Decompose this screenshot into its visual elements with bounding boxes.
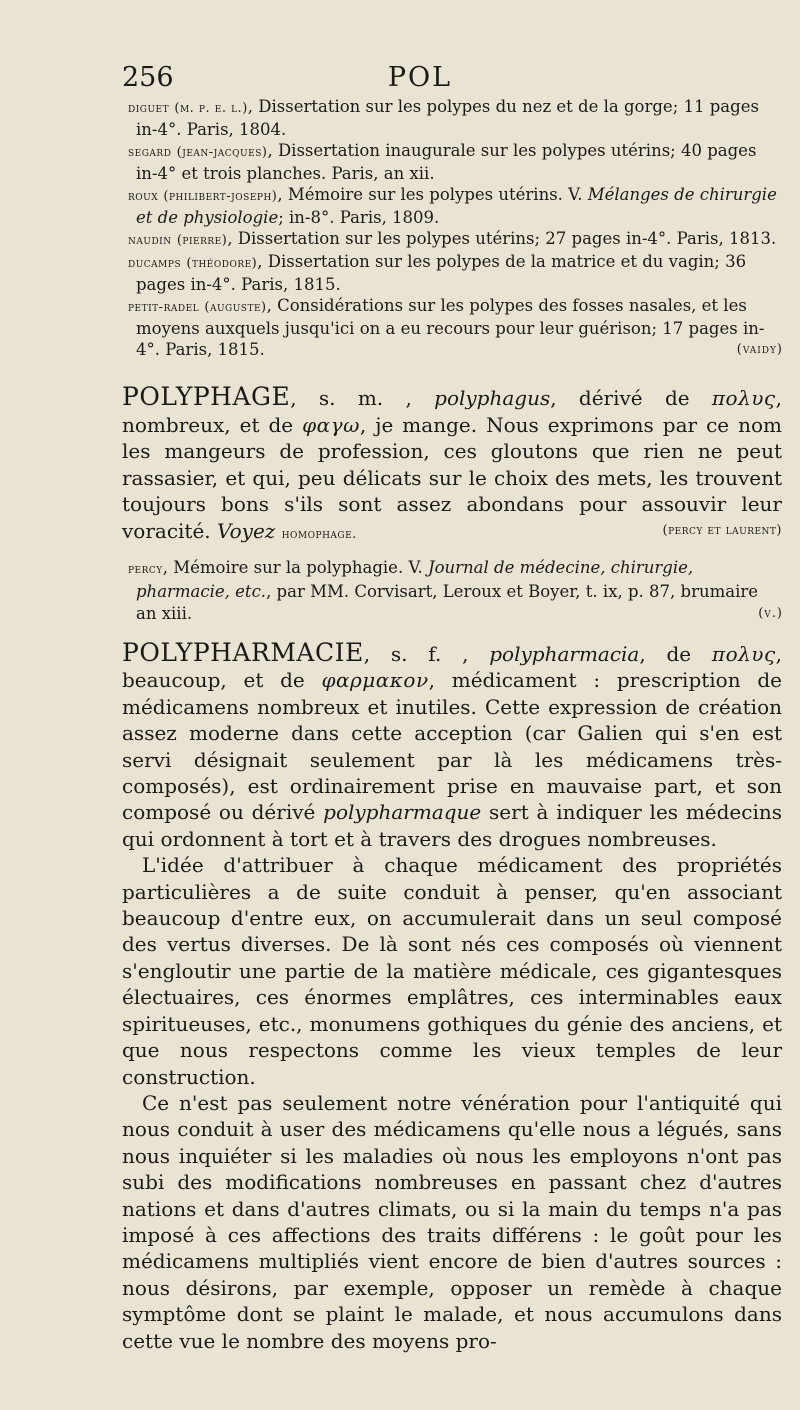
bib-entry: ducamps (théodore), Dissertation sur les polypes de la matrice et du vagin; 36 pages in-4°. Paris, 1815.	[128, 252, 747, 294]
greek-word: πολυς	[711, 386, 776, 410]
entry-polyphage	[122, 384, 782, 549]
greek-word: φαγω	[302, 412, 360, 437]
greek-word: φαρμακον	[321, 668, 429, 693]
headword: POLYPHARMACIE	[122, 638, 364, 667]
bib-entry: naudin (pierre), Dissertation sur les polypes utérins; 27 pages in-4°. Paris, 1813.	[128, 229, 777, 248]
headword: POLYPHAGE	[122, 382, 291, 411]
entry-body: POLYPHARMACIE, s. f. , polypharmacia, de πολυς, beaucoup, et de φαρμακον, médicament : prescription de médicamens nombreux et inutiles. Cette expression de création assez moderne dans cette acception (car Galien qui s'en est servi désignait seulement par là les médicamens très-composés), est ordinairement prise en mauvaise part, et son composé ou dérivé polypharmaque sert à indiquer les médecins qui ordonnent à tort et à travers des drogues nombreuses.	[122, 638, 783, 851]
bib-entry: roux (philibert-joseph), Mémoire sur les polypes utérins. V. Mélanges de chirurgie et de physiologie; in-8°. Paris, 1809.	[128, 185, 777, 227]
signature: (vaidy)	[736, 342, 783, 357]
bibliography-polypes	[128, 96, 783, 360]
signature: (v.)	[758, 606, 783, 621]
paragraph: L'idée d'attribuer à chaque médicament des propriétés particulières a de suite conduit à penser, qu'en associant beaucoup d'entre eux, on accumulerait dans un seul composé des vertus diverses. De là sont nés ces composés où viennent s'engloutir une partie de la matière médicale, ces gigantesques électuaires, ces énormes emplâtres, ces interminables eaux spiritueuses, etc., monumens gothiques du génie des anciens, et que nous respectons comme les vieux temples de leur construction.	[122, 853, 782, 1089]
bibliography-polyphagie	[128, 557, 783, 625]
cross-reference: homophage.	[281, 526, 357, 542]
page-number: 256	[122, 62, 174, 93]
bib-entry: segard (jean-jacques), Dissertation inaugurale sur les polypes utérins; 40 pages in-4° et trois planches. Paris, an xii.	[128, 141, 757, 183]
entry-polypharmacie	[122, 640, 782, 1354]
entry-body: POLYPHAGE, s. m. , polyphagus, dérivé de πολυς, nombreux, et de φαγω, je mange. Nous exprimons par ce nom les mangeurs de profession, ces gloutons que rien ne peut rassasier, et qui, peu délicats sur le choix des mets, les trouvent toujours bons s'ils sont assez abondans pour assouvir leur voracité. Voyez homophage. (percy et laurent)	[122, 382, 782, 543]
bib-entry: percy, Mémoire sur la polyphagie. V. Journal de médecine, chirurgie, pharmacie, etc., par MM. Corvisart, Leroux et Boyer, t. ix, p. 87, brumaire an xiii. (v.)	[128, 558, 783, 623]
signature: (percy et laurent)	[662, 522, 782, 538]
bib-entry: diguet (m. p. e. l.), Dissertation sur les polypes du nez et de la gorge; 11 pages in-4°. Paris, 1804.	[128, 97, 759, 139]
greek-word: πολυς	[711, 642, 776, 666]
paragraph: Ce n'est pas seulement notre vénération pour l'antiquité qui nous conduit à user des médicamens qu'elle nous a légués, sans nous inquiéter si les maladies où nous les employons n'ont pas subi des modifications nombreuses en passant chez d'autres nations et dans d'autres climats, ou si la main du temps n'a pas imposé à ces affections des traits différens : le goût pour les médicamens multipliés vient encore de bien d'autres sources : nous désirons, par exemple, opposer un remède à chaque symptôme dont se plaint le malade, et nous accumulons dans cette vue le nombre des moyens pro-	[122, 1090, 782, 1353]
bib-entry: petit-radel (auguste), Considérations sur les polypes des fosses nasales, et les moyens auxquels jusqu'ici on a eu recours pour leur guérison; 17 pages in-4°. Paris, 1815. (vaidy)	[128, 296, 783, 359]
running-head: POL	[387, 62, 453, 93]
